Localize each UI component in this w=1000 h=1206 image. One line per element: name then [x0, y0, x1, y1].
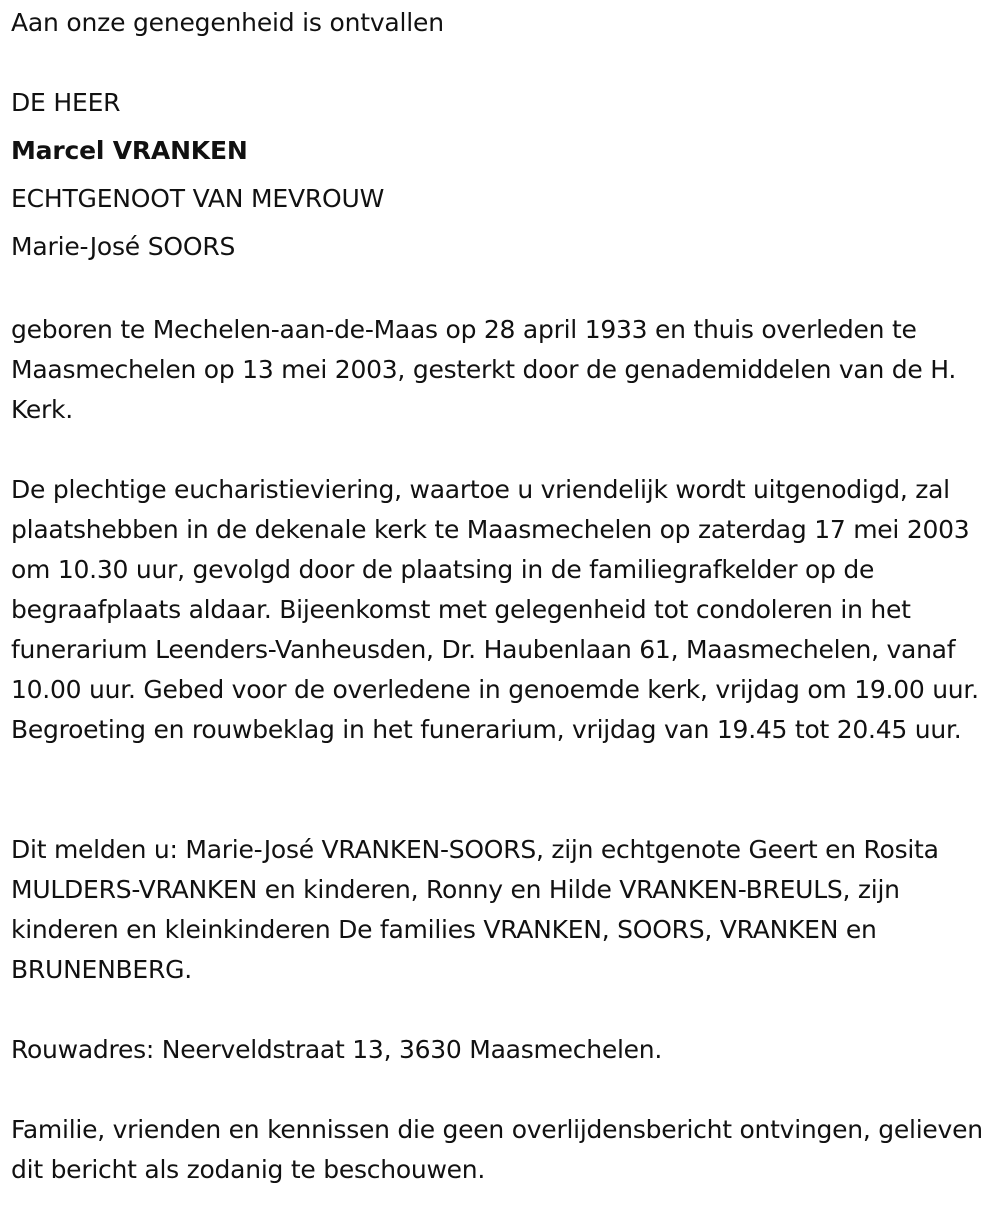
intro-text: Aan onze genegenheid is ontvallen — [11, 8, 444, 37]
title-prefix: DE HEER — [11, 88, 121, 117]
deceased-name: Marcel VRANKEN — [11, 136, 248, 165]
ceremony-paragraph: De plechtige eucharistieviering, waartoe u vriendelijk wordt uitgenodigd, zal plaatshebben in de dekenale kerk te Maasmechelen op zaterdag 17 mei 2003 om 10.30 uur, gevolgd door de plaatsing in de familiegrafkelder op de begraafplaats aldaar. Bijeenkomst met gelegenheid tot condoleren in het funerarium Leenders-Vanheusden, Dr. Haubenlaan 61, Maasmechelen, vanaf 10.00 uur. Gebed voor de overledene in genoemde kerk, vrijdag om 19.00 uur. Begroeting en rouwbeklag in het funerarium, vrijdag van 19.45 tot 20.45 uur. — [11, 475, 979, 744]
spouse-name: Marie-José SOORS — [11, 232, 236, 261]
closing-paragraph: Familie, vrienden en kennissen die geen overlijdensbericht ontvingen, gelieven dit bericht als zodanig te beschouwen. — [11, 1115, 983, 1184]
mourning-address: Rouwadres: Neerveldstraat 13, 3630 Maasmechelen. — [11, 1035, 663, 1064]
announcers-paragraph: Dit melden u: Marie-José VRANKEN-SOORS, zijn echtgenote Geert en Rosita MULDERS-VRANKEN en kinderen, Ronny en Hilde VRANKEN-BREULS, zijn kinderen en kleinkinderen De families VRANKEN, SOORS, VRANKEN en BRUNENBERG. — [11, 835, 939, 984]
spouse-label: ECHTGENOOT VAN MEVROUW — [11, 184, 385, 213]
birth-death-paragraph: geboren te Mechelen-aan-de-Maas op 28 april 1933 en thuis overleden te Maasmechelen op 13 mei 2003, gesterkt door de genademiddelen van de H. Kerk. — [11, 315, 957, 424]
